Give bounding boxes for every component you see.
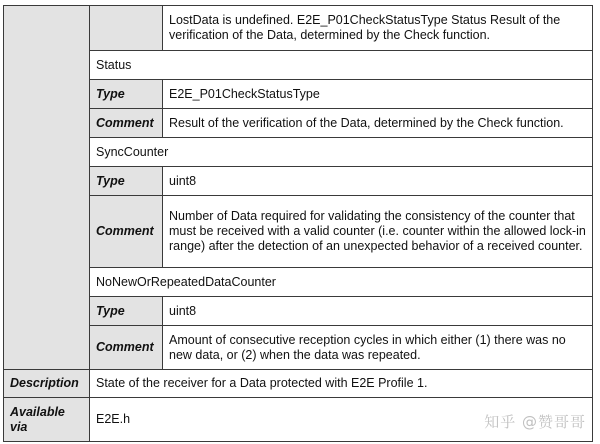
type-value: uint8 [163, 297, 593, 326]
element-name-status: Status [90, 51, 593, 80]
table-row [4, 196, 593, 268]
top-row-text: LostData is undefined. E2E_P01CheckStatusType Status Result of the verification of the Data, determined by the Check function. [163, 6, 593, 51]
type-label: Type [90, 297, 163, 326]
empty-label-cell [90, 6, 163, 51]
table-row [4, 167, 593, 196]
type-value: uint8 [163, 167, 593, 196]
watermark: 知乎 @赞哥哥 [484, 413, 586, 431]
available-via-label: Available via [4, 398, 90, 442]
table-row [4, 138, 593, 167]
comment-label: Comment [90, 196, 163, 268]
table-row [4, 51, 593, 80]
comment-value: Result of the verification of the Data, determined by the Check function. [163, 109, 593, 138]
table-row [4, 268, 593, 297]
available-via-value: E2E.h [90, 398, 593, 442]
table-row [4, 6, 593, 51]
comment-value: Number of Data required for validating the consistency of the counter that must be received with a valid counter (i.e. counter within the allowed lock-in range) after the detection of an unexpected behavior of a received counter. [163, 196, 593, 268]
element-name-synccounter: SyncCounter [90, 138, 593, 167]
comment-label: Comment [90, 326, 163, 370]
description-value: State of the receiver for a Data protected with E2E Profile 1. [90, 370, 593, 398]
comment-value: Amount of consecutive reception cycles in which either (1) there was no new data, or (2) when the data was repeated. [163, 326, 593, 370]
table-row [4, 109, 593, 138]
comment-label: Comment [90, 109, 163, 138]
element-name-nonewcounter: NoNewOrRepeatedDataCounter [90, 268, 593, 297]
table-row [4, 326, 593, 370]
table-row [4, 80, 593, 109]
description-label: Description [4, 370, 90, 398]
table-row [4, 370, 593, 398]
spec-table [3, 5, 593, 442]
type-value: E2E_P01CheckStatusType [163, 80, 593, 109]
table-row [4, 297, 593, 326]
type-label: Type [90, 80, 163, 109]
type-label: Type [90, 167, 163, 196]
left-label-column [4, 6, 90, 370]
